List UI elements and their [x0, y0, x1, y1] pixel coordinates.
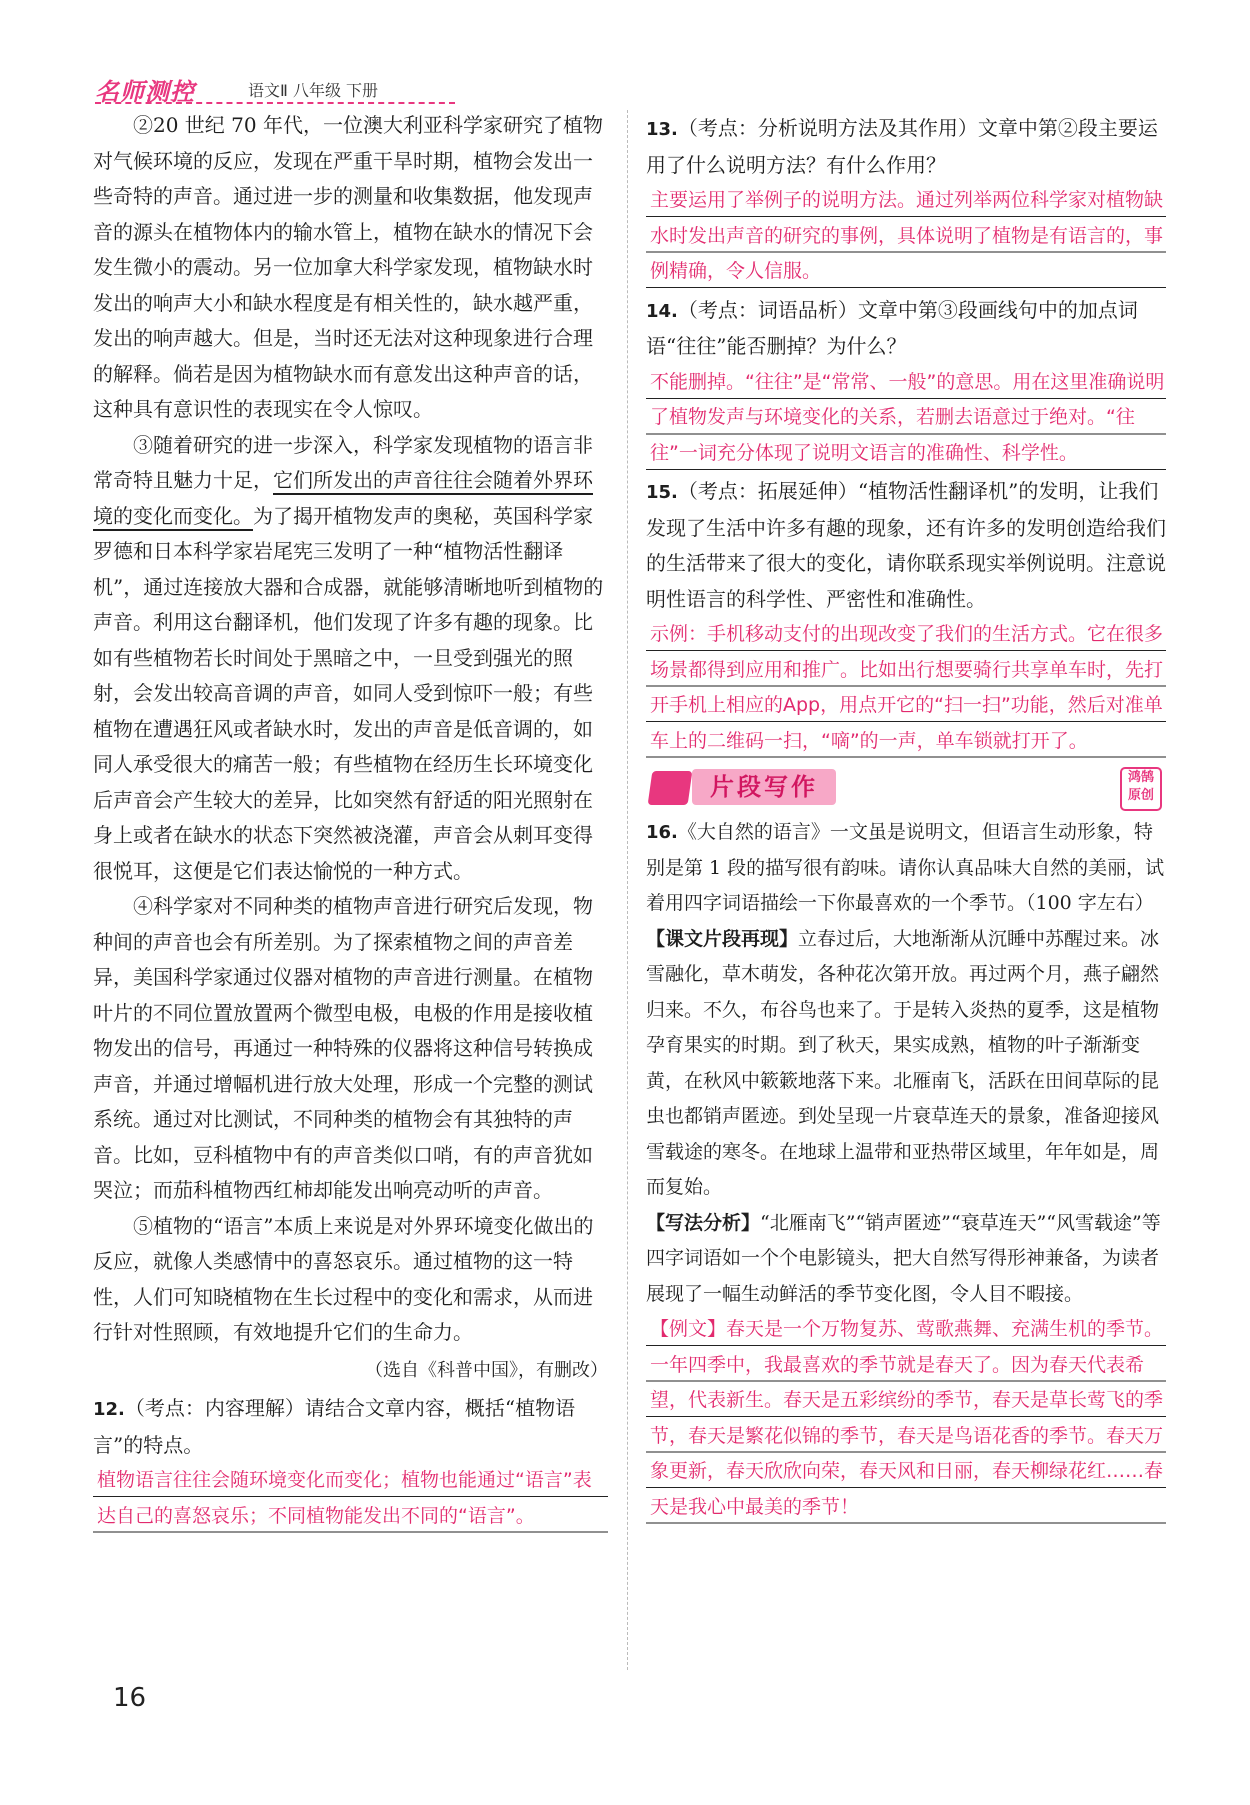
answer-14: 不能删掉。“往往”是“常常、一般”的意思。用在这里准确说明了植物发声与环境变化的关系，若删去语意过于绝对。“往往”一词充分体现了说明文语言的准确性、科学性。 [646, 365, 1166, 472]
question-text: 《大自然的语言》一文虽是说明文，但语言生动形象，特别是第 1 段的描写很有韵味。请你认真品味大自然的美丽，试着用四字词语描绘一下你最喜欢的一个季节。（100 字左右） [646, 821, 1165, 914]
pencil-book-icon [648, 771, 693, 805]
passage-source: （选自《科普中国》，有删改） [365, 1359, 608, 1381]
passage-paragraph-5: ⑤植物的“语言”本质上来说是对外界环境变化做出的反应，就像人类感情中的喜怒哀乐。通过植物的这一特性，人们可知晓植物在生长过程中的变化和需求，从而进行针对性照顾，有效地提升它们的生命力。 [93, 1213, 594, 1344]
question-text: （考点：拓展延伸）“植物活性翻译机”的发明，让我们发现了生活中许多有趣的现象，还有许多的发明创造给我们的生活带来了很大的变化，请你联系现实举例说明。注意说明性语言的科学性、严密性和准确性。 [646, 479, 1166, 611]
example-tag: 【例文】 [650, 1318, 727, 1340]
question-number: 13. [646, 119, 678, 140]
header-rule [95, 102, 455, 104]
question-number: 15. [646, 482, 678, 503]
page-number: 16 [113, 1683, 147, 1713]
question-13 [646, 111, 1166, 290]
question-number: 14. [646, 300, 678, 322]
example-text: 春天是一个万物复苏、莺歌燕舞、充满生机的季节。一年四季中，我最喜欢的季节就是春天了。因为春天代表希望，代表新生。春天是五彩缤纷的季节，春天是草长莺飞的季节，春天是繁花似锦的季节，春天是鸟语花香的季节。春天万象更新，春天欣欣向荣，春天风和日丽，春天柳绿花红……春天是我心中最美的季节！ [650, 1318, 1164, 1518]
section-header [646, 765, 1166, 811]
question-number: 16. [646, 822, 678, 843]
left-column [93, 108, 608, 1534]
excerpt-text: 立春过后，大地渐渐从沉睡中苏醒过来。冰雪融化，草木萌发，各种花次第开放。再过两个月，燕子翩然归来。不久，布谷鸟也来了。于是转入炎热的夏季，这是植物孕育果实的时期。到了秋天，果实成熟，植物的叶子渐渐变黄，在秋风中簌簌地落下来。北雁南飞，活跃在田间草际的昆虫也都销声匿迹。到处呈现一片衰草连天的景象，准备迎接风雪载途的寒冬。在地球上温带和亚热带区域里，年年如是，周而复始。 [646, 927, 1160, 1198]
question-text: （考点：词语品析）文章中第③段画线句中的加点词语“往往”能否删掉？为什么？ [646, 297, 1138, 358]
answer-15: 示例：手机移动支付的出现改变了我们的生活方式。它在很多场景都得到应用和推广。比如出行想要骑行共享单车时，先打开手机上相应的App，用点开它的“扫一扫”功能，然后对准单车上的二维码一扫，“嘀”的一声，单车锁就打开了。 [646, 617, 1166, 759]
column-divider [627, 110, 628, 1670]
right-column [646, 108, 1166, 1525]
question-14 [646, 293, 1166, 472]
analysis-text: “北雁南飞”“销声匿迹”“衰草连天”“风雪载途”等四字词语如一个个电影镜头，把大自然写得形神兼备，为读者展现了一幅生动鲜活的季节变化图，令人目不暇接。 [646, 1211, 1161, 1305]
question-text: （考点：分析说明方法及其作用）文章中第②段主要运用了什么说明方法？有什么作用？ [646, 116, 1158, 177]
answer-13: 主要运用了举例子的说明方法。通过列举两位科学家对植物缺水时发出声音的研究的事例，具体说明了植物是有语言的，事例精确，令人信服。 [646, 183, 1166, 290]
answer-12: 植物语言往往会随环境变化而变化；植物也能通过“语言”表达自己的喜怒哀乐；不同植物能发出不同的“语言”。 [93, 1463, 608, 1534]
page-header [95, 72, 455, 106]
underlined-sentence: 它们所发出的声音往往会随着外界环境的变化而变化。 [93, 468, 593, 528]
passage-paragraph-3: ③随着研究的进一步深入，科学家发现植物的语言非常奇特且魅力十足，它们所发出的声音往往会随着外界环境的变化而变化。为了揭开植物发声的奥秘，英国科学家罗德和日本科学家岩尾宪三发明了一种“植物活性翻译机”，通过连接放大器和合成器，就能够清晰地听到植物的声音。利用这台翻译机，他们发现了许多有趣的现象。比如有些植物若长时间处于黑暗之中，一旦受到强光的照射，会发出较高音调的声音，如同人受到惊吓一般；有些植物在遭遇狂风或者缺水时，发出的声音是低音调的，如同人承受很大的痛苦一般；有些植物在经历生长环境变化后声音会产生较大的差异，比如突然有舒适的阳光照射在身上或者在缺水的状态下突然被浇灌，声音会从刺耳变得很悦耳，这便是它们表达愉悦的一种方式。 [93, 432, 604, 883]
section-title: 片段写作 [692, 769, 836, 805]
question-text: （考点：内容理解）请结合文章内容，概括“植物语言”的特点。 [93, 1396, 576, 1457]
passage-paragraph-4: ④科学家对不同种类的植物声音进行研究后发现，物种间的声音也会有所差别。为了探索植物之间的声音差异，美国科学家通过仪器对植物的声音进行测量。在植物叶片的不同位置放置两个微型电极，电极的作用是接收植物发出的信号，再通过一种特殊的仪器将这种信号转换成声音，并通过增幅机进行放大处理，形成一个完整的测试系统。通过对比测试，不同种类的植物会有其独特的声音。比如，豆科植物中有的声音类似口哨，有的声音犹如哭泣；而茄科植物西红柿却能发出响亮动听的声音。 [93, 894, 593, 1202]
analysis-tag: 【写法分析】 [646, 1211, 761, 1234]
question-number: 12. [93, 1399, 125, 1420]
passage-paragraph-2: ②20 世纪 70 年代，一位澳大利亚科学家研究了植物对气候环境的反应，发现在严重干旱时期，植物会发出一些奇特的声音。通过进一步的测量和收集数据，他发现声音的源头在植物体内的输水管上，植物在缺水的情况下会发生微小的震动。另一位加拿大科学家发现，植物缺水时发出的响声大小和缺水程度是有相关性的，缺水越严重，发出的响声越大。但是，当时还无法对这种现象进行合理的解释。倘若是因为植物缺水而有意发出这种声音的话，这种具有意识性的表现实在令人惊叹。 [93, 113, 603, 421]
example-answer [646, 1312, 1166, 1525]
excerpt-tag: 【课文片段再现】 [646, 927, 799, 950]
question-16 [646, 815, 1166, 1525]
original-badge: 鸿鹄原创 [1120, 767, 1162, 811]
question-15 [646, 474, 1166, 759]
question-12 [93, 1391, 608, 1534]
subject-label: 语文Ⅱ 八年级 下册 [248, 81, 379, 100]
brand-logo: 名师测控 [95, 78, 195, 106]
